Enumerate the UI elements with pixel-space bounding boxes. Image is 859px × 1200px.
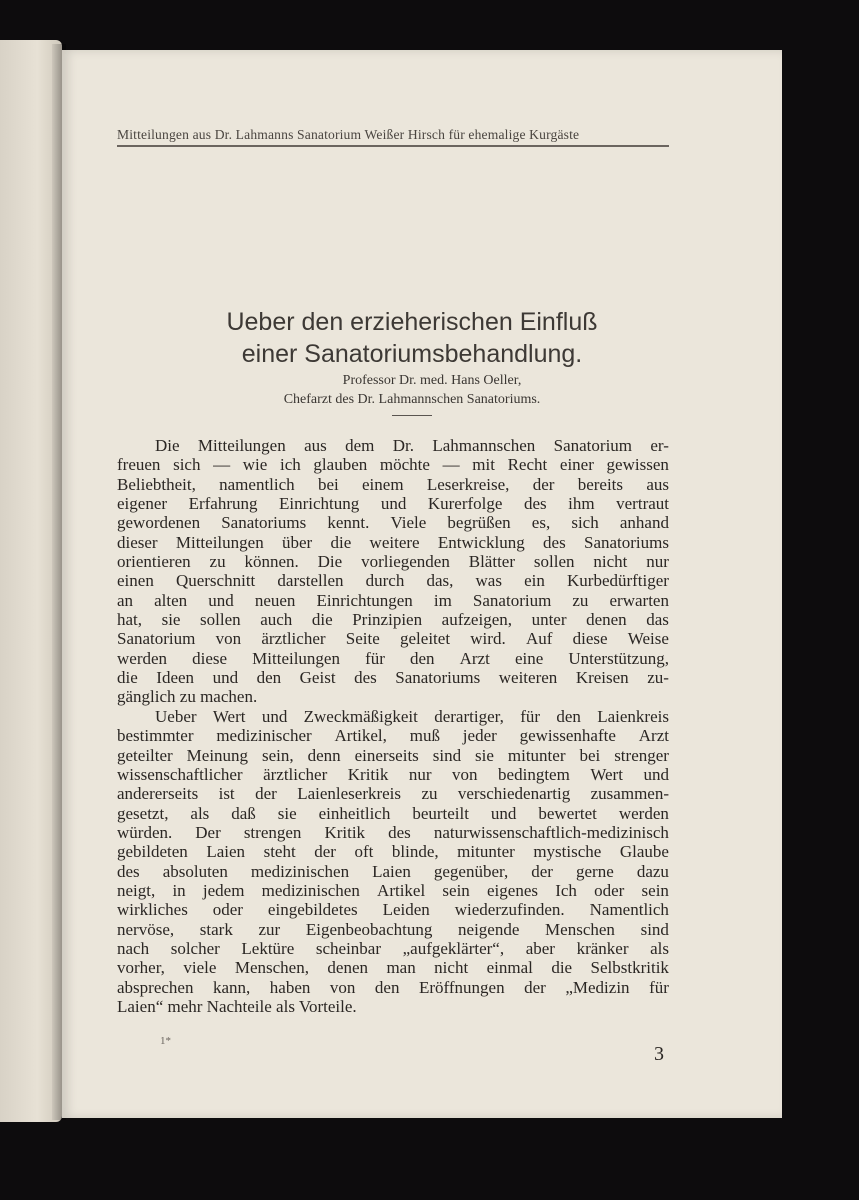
text-line: vorher, viele Menschen, denen man nicht einmal die Selbstkritik xyxy=(117,958,669,978)
article-body xyxy=(117,436,669,1016)
text-line: orientieren zu können. Die vorliegenden Blätter sollen nicht nur xyxy=(117,552,669,572)
text-line: Sanatorium von ärztlicher Seite geleitet wird. Auf diese Weise xyxy=(117,629,669,649)
paragraph-1 xyxy=(117,436,669,707)
running-header: Mitteilungen aus Dr. Lahmanns Sanatorium Weißer Hirsch für ehemalige Kurgäste xyxy=(117,127,669,147)
text-line: eigener Erfahrung Einrichtung und Kurerfolge des ihm vertraut xyxy=(117,494,669,514)
text-line: andererseits ist der Laienleserkreis zu verschiedenartig zusammen- xyxy=(117,784,669,804)
text-line: Laien“ mehr Nachteile als Vorteile. xyxy=(117,996,357,1016)
text-line: gewordenen Sanatoriums kennt. Viele begrüßen es, sich anhand xyxy=(117,513,669,533)
text-line: werden diese Mitteilungen für den Arzt eine Unterstützung, xyxy=(117,648,669,668)
text-line: einen Querschnitt darstellen durch das, was ein Kurbedürftiger xyxy=(117,571,669,591)
text-line: freuen sich — wie ich glauben möchte — mit Recht einer gewissen xyxy=(117,455,669,475)
text-line: gebildeten Laien steht der oft blinde, mitunter mystische Glaube xyxy=(117,842,669,862)
book-page xyxy=(62,50,782,1118)
text-line: neigt, in jedem medizinischen Artikel sein eigenes Ich oder sein xyxy=(117,880,669,900)
text-line: hat, sie sollen auch die Prinzipien aufzeigen, unter denen das xyxy=(117,610,669,630)
text-line: Ueber Wert und Zweckmäßigkeit derartiger, für den Laienkreis xyxy=(155,706,669,726)
text-line: Die Mitteilungen aus dem Dr. Lahmannschen Sanatorium er- xyxy=(155,436,669,455)
text-line: gesetzt, als daß sie einheitlich beurteilt und bewertet werden xyxy=(117,803,669,823)
text-line: absprechen kann, haben von den Eröffnungen der „Medizin für xyxy=(117,977,669,997)
paragraph-2 xyxy=(117,707,669,1017)
article-title-line-1: Ueber den erzieherischen Einfluß xyxy=(226,308,598,336)
title-divider xyxy=(392,415,432,416)
text-line: würden. Der strengen Kritik des naturwissenschaftlich-medizinisch xyxy=(117,822,669,842)
printer-signature-mark: 1* xyxy=(160,1035,171,1047)
text-line: gänglich zu machen. xyxy=(117,687,258,707)
article-title-line-2: einer Sanatoriumsbehandlung. xyxy=(241,340,583,368)
text-line: nach solcher Lektüre scheinbar „aufgeklärter“, aber kränker als xyxy=(117,938,669,958)
article-heading xyxy=(142,306,682,416)
text-line: geteilter Meinung sein, denn einerseits sind sie mitunter bei strenger xyxy=(117,745,669,765)
text-line: bestimmter medizinischer Artikel, muß jeder gewissenhafte Arzt xyxy=(117,726,669,746)
text-line: des absoluten medizinischen Laien gegenüber, der gerne dazu xyxy=(117,861,669,881)
author-position: Chefarzt des Dr. Lahmannschen Sanatoriums. xyxy=(283,392,541,407)
author-name: Professor Dr. med. Hans Oeller, xyxy=(342,373,522,388)
page-number: 3 xyxy=(654,1043,664,1065)
text-line: an alten und neuen Einrichtungen im Sanatorium zu erwarten xyxy=(117,590,669,610)
text-line: wirkliches oder eingebildetes Leiden wiederzufinden. Namentlich xyxy=(117,900,669,920)
text-line: wissenschaftlicher ärztlicher Kritik nur von bedingtem Wert und xyxy=(117,764,669,784)
text-line: nervöse, stark zur Eigenbeobachtung neigende Menschen sind xyxy=(117,919,669,939)
text-line: Beliebtheit, namentlich bei einem Leserkreise, der bereits aus xyxy=(117,474,669,494)
text-line: dieser Mitteilungen über die weitere Entwicklung des Sanatoriums xyxy=(117,532,669,552)
text-line: die Ideen und den Geist des Sanatoriums weiteren Kreisen zu- xyxy=(117,668,669,688)
